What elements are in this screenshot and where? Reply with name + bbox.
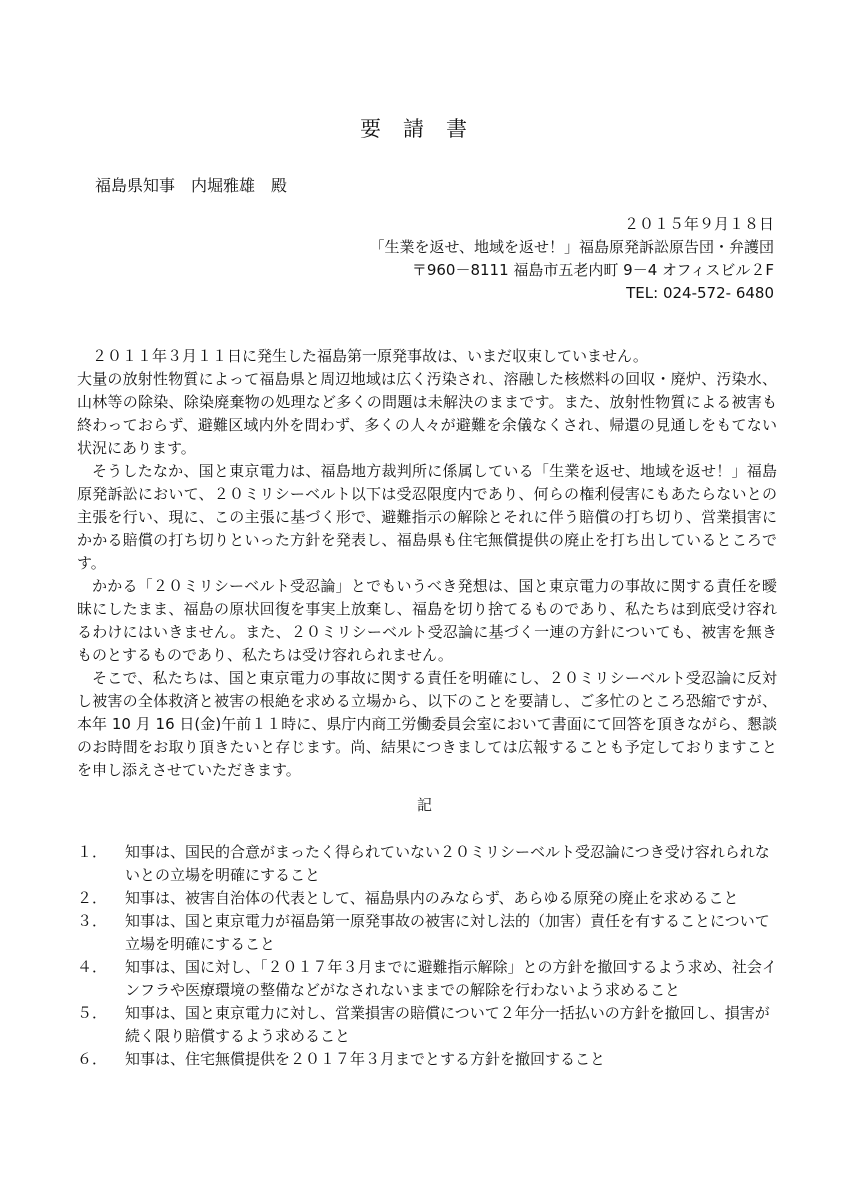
request-item [77, 956, 782, 1002]
request-item-number: ６． [77, 1050, 108, 1068]
request-item-text: 知事は、国と東京電力が福島第一原発事故の被害に対し法的（加害）責任を有することについて立場を明確にすること [125, 912, 770, 953]
request-item-text: 知事は、住宅無償提供を２０１７年３月までとする方針を撤回すること [125, 1050, 606, 1068]
request-item-number: ３． [77, 912, 108, 930]
ki-heading: 記 [416, 796, 432, 814]
request-item-number: ２． [77, 889, 108, 907]
sender-organization: 「生業を返せ、地域を返せ！」福島原発訴訟原告団・弁護団 [369, 238, 774, 256]
body-paragraph: そこで、私たちは、国と東京電力の事故に関する責任を明確にし、２０ミリシーベルト受忍論に反対し被害の全体救済と被害の根絶を求める立場から、以下のことを要請し、ご多忙のところ恐縮ですが、本年 10 月 16 日(金)午前１１時に、県庁内商工労働委員会室において書面にて回答を頂きながら、懇談のお時間をお取り頂きたいと存じます。尚、結果につきましては広報することも予定しておりますことを申し添えさせていただきます。 [77, 669, 777, 779]
request-item [77, 1002, 782, 1048]
request-item-number: ５． [77, 1004, 108, 1022]
body-paragraph: 大量の放射性物質によって福島県と周辺地域は広く汚染され、溶融した核燃料の回収・廃炉、汚染水、山林等の除染、除染廃棄物の処理など多くの問題は未解決のままです。また、放射性物質による被害も終わっておらず、避難区域内外を問わず、多くの人々が避難を余儀なくされ、帰還の見通しをもてない状況にあります。 [77, 370, 777, 457]
sender-date: ２０１５年９月１８日 [623, 215, 774, 233]
request-item [77, 910, 782, 956]
request-list [77, 841, 782, 1071]
request-item-text: 知事は、被害自治体の代表として、福島県内のみならず、あらゆる原発の廃止を求めること [125, 889, 739, 907]
document-title: 要請書 [360, 117, 489, 141]
body-paragraph: かかる「２０ミリシーベルト受忍論」とでもいうべき発想は、国と東京電力の事故に関する責任を曖昧にしたまま、福島の原状回復を事実上放棄し、福島を切り捨てるものであり、私たちは到底受け容れるわけにはいきません。また、２０ミリシーベルト受忍論に基づく一連の方針についても、被害を無きものとするものであり、私たちは受け容れられません。 [77, 577, 777, 664]
request-item-text: 知事は、国と東京電力に対し、営業損害の賠償について２年分一括払いの方針を撤回し、損害が続く限り賠償するよう求めること [125, 1004, 770, 1045]
request-item [77, 1048, 782, 1071]
sender-block [254, 213, 774, 305]
sender-address: 〒960－8111 福島市五老内町 9－4 オフィスビル２F [411, 261, 774, 279]
request-item-number: ４． [77, 958, 108, 976]
request-item-number: １． [77, 843, 108, 861]
request-item [77, 841, 782, 887]
body-paragraph: そうしたなか、国と東京電力は、福島地方裁判所に係属している「生業を返せ、地域を返せ！」福島原発訴訟において、２０ミリシーベルト以下は受忍限度内であり、何らの権利侵害にもあたらないとの主張を行い、現に、この主張に基づく形で、避難指示の解除とそれに伴う賠償の打ち切り、営業損害にかかる賠償の打ち切りといった方針を発表し、福島県も住宅無償提供の廃止を打ち出しているところです。 [77, 462, 777, 572]
addressee: 福島県知事 内堀雅雄 殿 [95, 176, 288, 195]
request-item-text: 知事は、国に対し、「２０１７年３月までに避難指示解除」との方針を撤回するよう求め、社会インフラや医療環境の整備などがなされないままでの解除を行わないよう求めること [125, 958, 777, 999]
body-paragraph: ２０１１年３月１１日に発生した福島第一原発事故は、いまだ収束していません。 [92, 347, 648, 365]
sender-tel: TEL: 024-572- 6480 [626, 284, 774, 302]
body-text [77, 345, 777, 782]
request-item [77, 887, 782, 910]
request-item-text: 知事は、国民的合意がまったく得られていない２０ミリシーベルト受忍論につき受け容れられないとの立場を明確にすること [125, 843, 770, 884]
